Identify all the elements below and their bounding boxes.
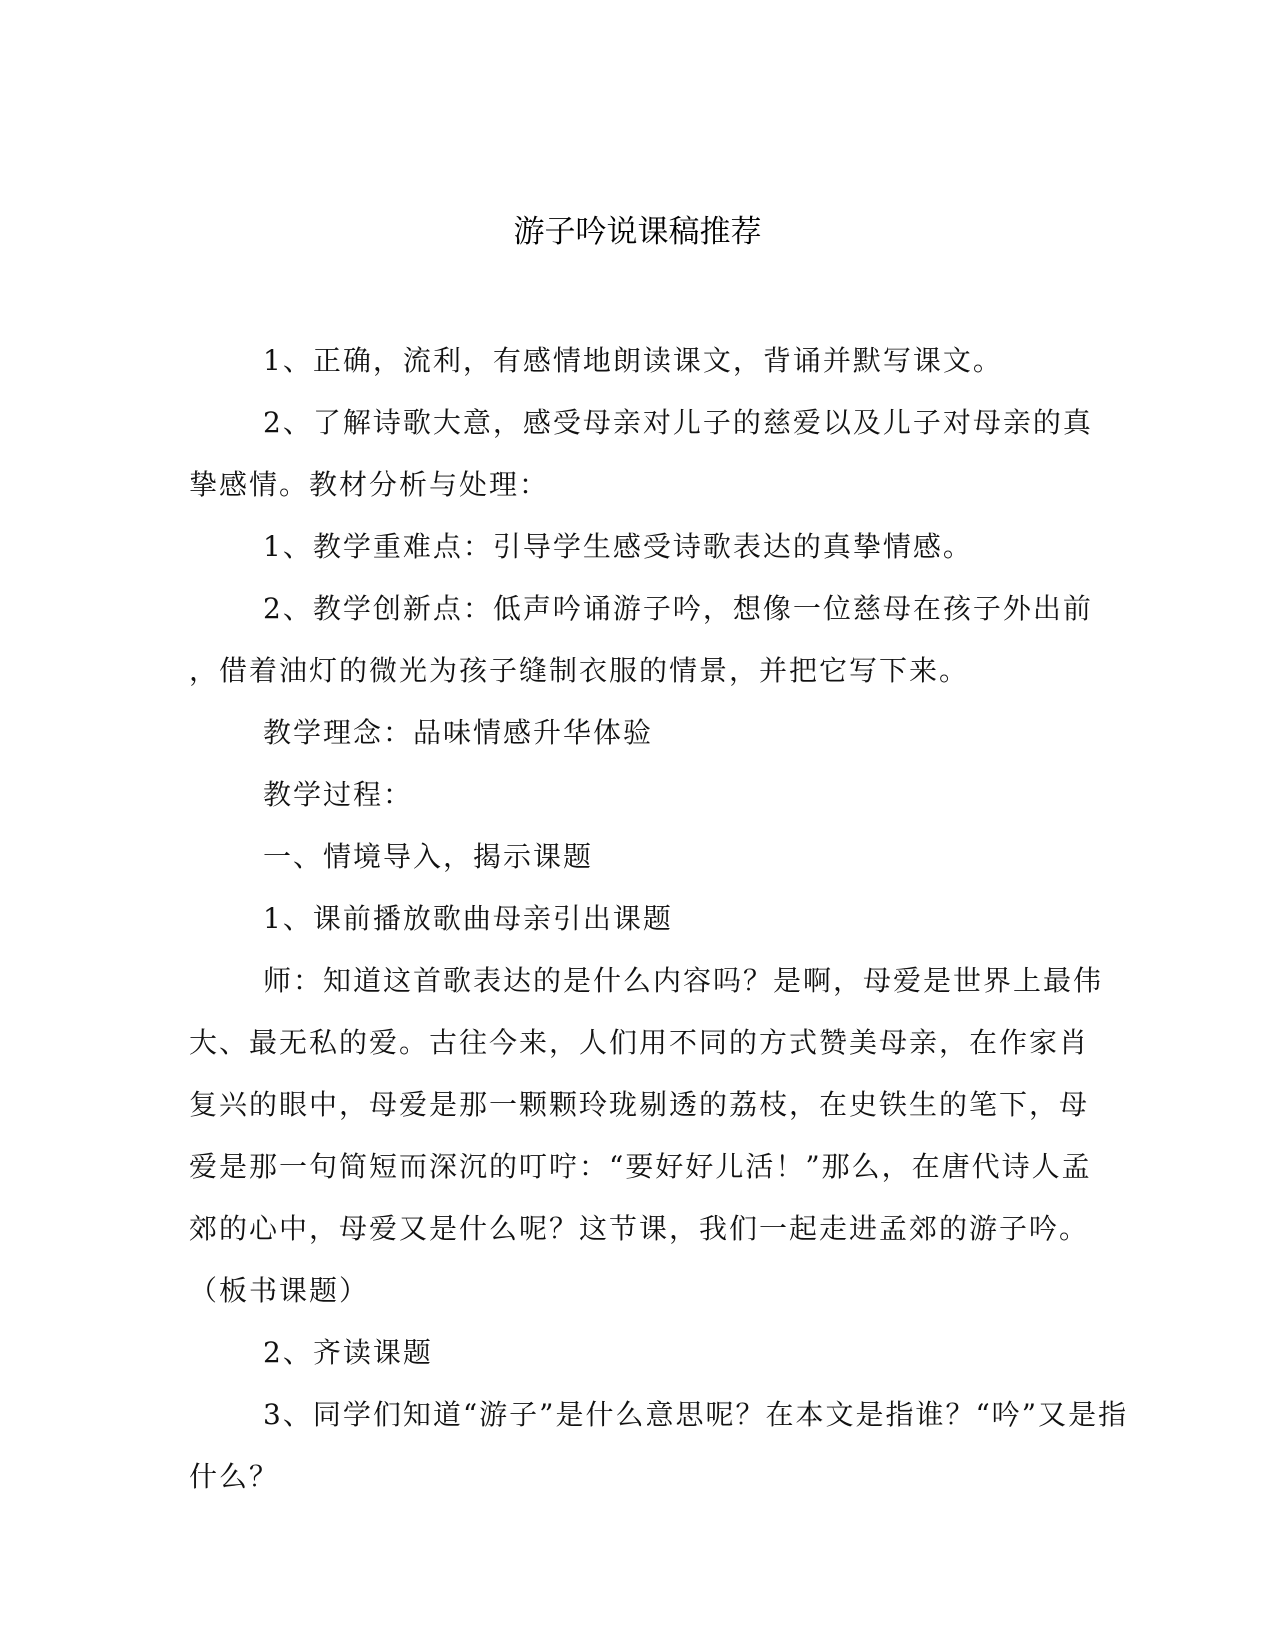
body-line: 挚感情。教材分析与处理：: [189, 468, 550, 501]
body-line: 郊的心中，母爱又是什么呢？这节课，我们一起走进孟郊的游子吟。: [189, 1212, 1090, 1245]
body-line: 1、课前播放歌曲母亲引出课题: [263, 902, 673, 935]
body-line: 2、了解诗歌大意，感受母亲对儿子的慈爱以及儿子对母亲的真: [263, 406, 1093, 439]
body-line: 大、最无私的爱。古往今来，人们用不同的方式赞美母亲，在作家肖: [189, 1026, 1090, 1059]
document-body: [189, 330, 1129, 1508]
body-line: 师：知道这首歌表达的是什么内容吗？是啊，母爱是世界上最伟: [263, 964, 1104, 997]
body-line: 爱是那一句简短而深沉的叮咛：“要好好儿活！”那么，在唐代诗人孟: [189, 1150, 1092, 1183]
body-line: ，借着油灯的微光为孩子缝制衣服的情景，并把它写下来。: [189, 654, 970, 687]
body-line: 2、齐读课题: [263, 1336, 433, 1369]
body-line: 什么？: [189, 1460, 280, 1493]
body-line: 3、同学们知道“游子”是什么意思呢？在本文是指谁？“吟”又是指: [263, 1398, 1129, 1431]
body-line: 一、情境导入，揭示课题: [263, 840, 594, 873]
body-line: 复兴的眼中，母爱是那一颗颗玲珑剔透的荔枝，在史铁生的笔下，母: [189, 1088, 1090, 1121]
body-line: 2、教学创新点：低声吟诵游子吟，想像一位慈母在孩子外出前: [263, 592, 1093, 625]
body-line: （板书课题）: [189, 1274, 370, 1307]
body-line: 教学过程：: [263, 778, 414, 811]
document-title: 游子吟说课稿推荐: [513, 214, 762, 250]
body-line: 1、教学重难点：引导学生感受诗歌表达的真挚情感。: [263, 530, 973, 563]
body-line: 教学理念：品味情感升华体验: [263, 716, 654, 749]
body-line: 1、正确，流利，有感情地朗读课文，背诵并默写课文。: [263, 344, 1003, 377]
